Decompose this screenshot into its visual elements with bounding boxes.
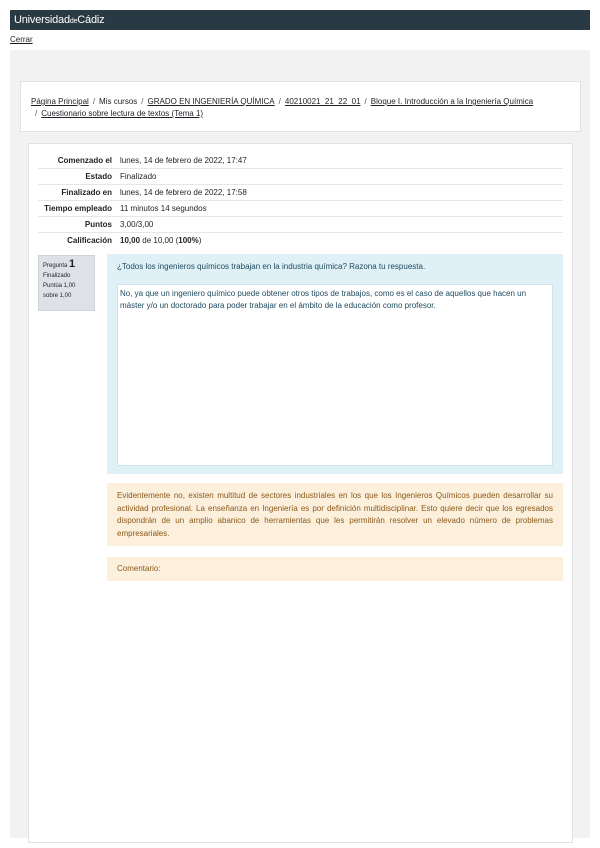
breadcrumb-separator: / [92, 97, 96, 106]
summary-row-finished [38, 185, 563, 201]
close-link[interactable]: Cerrar [10, 35, 33, 44]
brand-text-de: de [69, 18, 78, 25]
question-score-line2: sobre 1,00 [43, 293, 72, 299]
breadcrumb-block[interactable]: Bloque I. Introducción a la Ingeniería Química [370, 97, 534, 106]
attempt-summary-table [38, 153, 563, 248]
points-value: 3,00/3,00 [120, 220, 154, 229]
question-number: 1 [69, 258, 76, 270]
finished-label: Finalizado en [61, 188, 112, 197]
summary-row-time [38, 201, 563, 217]
started-value: lunes, 14 de febrero de 2022, 17:47 [120, 156, 247, 165]
grade-value [118, 233, 563, 249]
question-score-line1: Puntúa 1,00 [43, 283, 76, 289]
university-logo[interactable] [14, 14, 104, 26]
points-label: Puntos [84, 220, 112, 229]
summary-row-state [38, 169, 563, 185]
breadcrumb-separator: / [364, 97, 367, 106]
question-label: Pregunta [43, 263, 68, 269]
breadcrumb-degree[interactable]: GRADO EN INGENIERÍA QUÍMICA [147, 97, 275, 106]
state-value: Finalizado [120, 172, 157, 181]
time-label: Tiempo empleado [44, 204, 112, 213]
answer-textarea[interactable]: No, ya que un ingeniero químico puede obtener otros tipos de trabajos, como es el caso de aquellos que hacen un máster y/o un doctorado para poder trabajar en el ámbito de la educación como profesor. [117, 284, 553, 466]
grade-percent: 100% [178, 236, 199, 245]
general-feedback: Evidentemente no, existen multitud de sectores industriales en los que los Ingenieros Químicos pueden desarrollar su actividad profesional. La enseñanza en Ingeniería es por definición multidisciplinar. Esto quiere decir que los egresados dispondrán de un amplio abanico de herramientas que les permitirán resolver un elevado número de problemas empresariales. [107, 483, 563, 546]
time-value: 11 minutos 14 segundos [120, 204, 207, 213]
breadcrumb [31, 96, 566, 120]
question-info-box [38, 255, 95, 311]
breadcrumb-separator: / [35, 109, 38, 118]
breadcrumb-quiz[interactable]: Cuestionario sobre lectura de textos (Tema 1) [41, 109, 204, 118]
brand-text: Universidad [14, 14, 70, 26]
summary-row-started [38, 153, 563, 169]
finished-value: lunes, 14 de febrero de 2022, 17:58 [120, 188, 247, 197]
grade-close: ) [198, 236, 202, 245]
breadcrumb-home[interactable]: Página Principal [31, 97, 89, 106]
summary-row-grade [38, 233, 563, 249]
started-label: Comenzado el [57, 156, 112, 165]
breadcrumb-separator: / [141, 97, 144, 106]
question-content [107, 254, 563, 474]
question-text: ¿Todos los ingenieros químicos trabajan en la industria química? Razona tu respuesta. [117, 262, 426, 271]
page-header [20, 81, 581, 132]
grade-score: 10,00 [120, 236, 141, 245]
breadcrumb-my-courses: Mis cursos [99, 97, 138, 106]
brand-text-suffix: Cádiz [77, 14, 105, 26]
grade-max: de 10,00 ( [140, 236, 179, 245]
question-state: Finalizado [43, 273, 71, 279]
comment-label: Comentario: [117, 564, 161, 573]
comment-box [107, 557, 563, 581]
state-label: Estado [85, 172, 112, 181]
summary-row-points [38, 217, 563, 233]
grade-label: Calificación [67, 236, 112, 245]
breadcrumb-course-code[interactable]: 40210021_21_22_01 [284, 97, 361, 106]
top-navbar [10, 10, 590, 30]
breadcrumb-separator: / [278, 97, 281, 106]
